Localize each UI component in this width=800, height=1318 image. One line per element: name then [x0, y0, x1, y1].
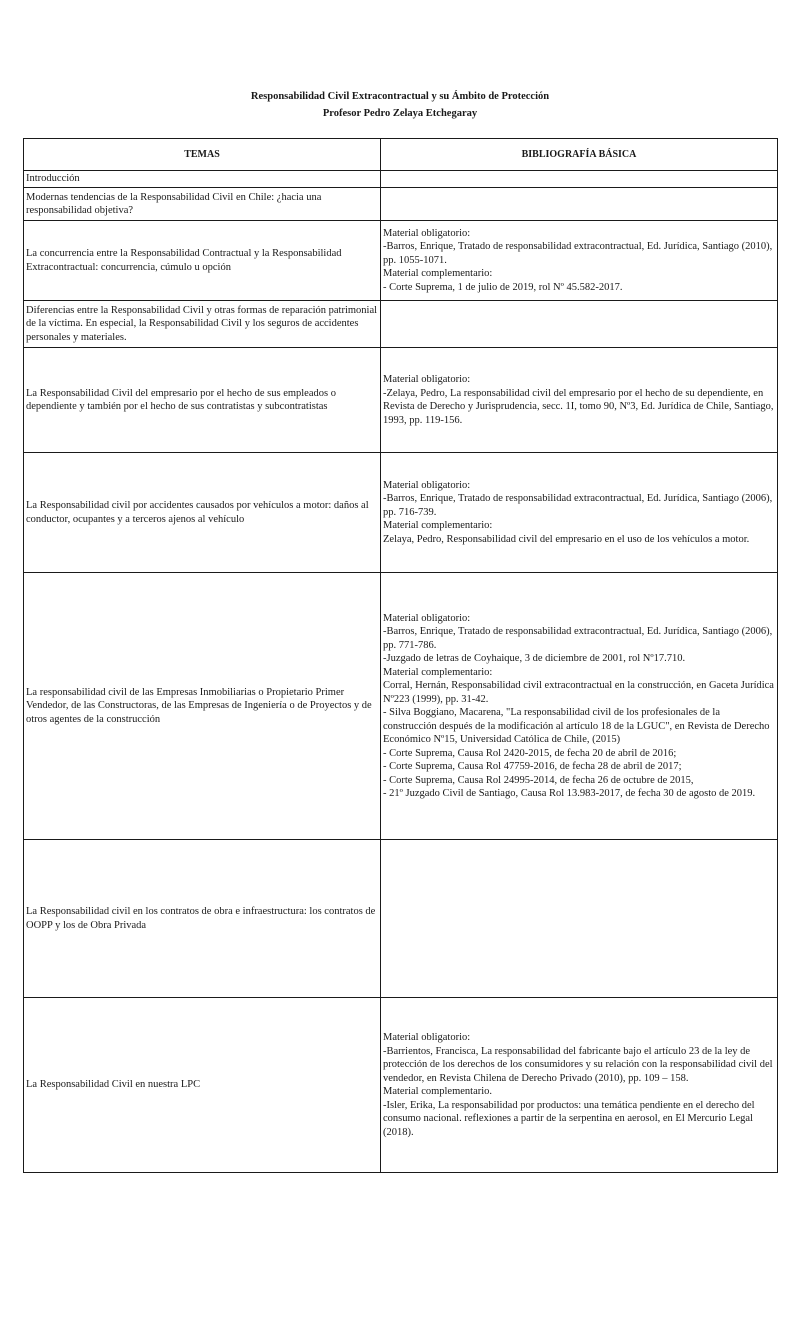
bib-entry: Material complementario. [383, 1086, 493, 1097]
bib-entry: Corral, Hernán, Responsabilidad civil extracontractual en la construcción, en Gaceta Jurídica Nº223 (1999), pp. 31-42. [383, 680, 774, 705]
document-author: Profesor Pedro Zelaya Etchegaray [322, 108, 478, 119]
bib-entry: Zelaya, Pedro, Responsabilidad civil del empresario en el uso de los vehículos a motor. [383, 533, 750, 545]
table-row [24, 840, 778, 998]
bibliografia-cell [381, 188, 778, 221]
bibliografia-cell [381, 221, 778, 301]
document-title: Responsabilidad Civil Extracontractual y su Ámbito de Protección [250, 91, 550, 102]
bib-entry: - Corte Suprema, 1 de julio de 2019, rol Nº 45.582-2017. [383, 281, 623, 293]
tema-cell: Introducción [24, 171, 381, 188]
document-header [0, 88, 800, 122]
bibliografia-cell [381, 171, 778, 188]
table-row [24, 453, 778, 573]
bib-entry: Material obligatorio: [383, 227, 471, 239]
bib-entry: -Barros, Enrique, Tratado de responsabilidad extracontractual, Ed. Jurídica, Santiago (2010), pp. 1055-1071. [383, 241, 773, 266]
bib-entry: Material complementario: [383, 520, 493, 532]
table-row [24, 998, 778, 1173]
tema-cell: La Responsabilidad civil por accidentes causados por vehículos a motor: daños al conductor, ocupantes y a terceros ajenos al vehículo [24, 453, 381, 573]
table-row [24, 188, 778, 221]
bib-entry: - Corte Suprema, Causa Rol 47759-2016, de fecha 28 de abril de 2017; [383, 761, 682, 772]
bib-entry: - Corte Suprema, Causa Rol 2420-2015, de fecha 20 de abril de 2016; [383, 747, 677, 759]
bibliografia-cell [381, 348, 778, 453]
bib-entry: Material complementario: [383, 666, 493, 678]
header-temas: TEMAS [24, 139, 381, 171]
syllabus-table [23, 138, 778, 1173]
table-row [24, 301, 778, 348]
tema-cell: La Responsabilidad Civil del empresario por el hecho de sus empleados o dependiente y también por el hecho de sus contratistas y subcontratistas [24, 348, 381, 453]
bib-entry: Material obligatorio: [383, 1032, 471, 1043]
bib-entry: - 21º Juzgado Civil de Santiago, Causa Rol 13.983-2017, de fecha 30 de agosto de 2019. [383, 788, 756, 799]
bib-entry: -Juzgado de letras de Coyhaique, 3 de diciembre de 2001, rol Nº17.710. [383, 653, 686, 664]
bibliografia-cell [381, 840, 778, 998]
bib-entry: Material complementario: [383, 268, 493, 280]
table-row [24, 221, 778, 301]
bib-entry: Material obligatorio: [383, 479, 471, 491]
header-bibliografia: BIBLIOGRAFÍA BÁSICA [381, 139, 778, 171]
bibliografia-cell [381, 998, 778, 1173]
tema-cell: La Responsabilidad Civil en nuestra LPC [24, 998, 381, 1173]
bib-entry: - Corte Suprema, Causa Rol 24995-2014, de fecha 26 de octubre de 2015, [383, 774, 694, 786]
bib-entry: Material obligatorio: [383, 374, 471, 385]
bib-entry: - Silva Boggiano, Macarena, "La responsabilidad civil de los profesionales de la construcción después de la modificación al artículo 18 de la LGUC", en Revista de Derecho Económico Nº15, Universidad Católica de Chile, (2015) [383, 707, 770, 745]
bib-entry: Material obligatorio: [383, 612, 471, 624]
table-row [24, 573, 778, 840]
tema-cell: La responsabilidad civil de las Empresas Inmobiliarias o Propietario Primer Vendedor, de las Constructoras, de las Empresas de Ingeniería o de Proyectos y de otros agentes de la construcción [24, 573, 381, 840]
bibliografia-cell [381, 453, 778, 573]
tema-cell: Modernas tendencias de la Responsabilidad Civil en Chile: ¿hacia una responsabilidad objetiva? [24, 188, 381, 221]
table-header-row [24, 139, 778, 171]
tema-cell: Diferencias entre la Responsabilidad Civil y otras formas de reparación patrimonial de la víctima. En especial, la Responsabilidad Civil y los seguros de accidentes personales y materiales. [24, 301, 381, 348]
bibliografia-cell [381, 301, 778, 348]
bib-entry: -Isler, Erika, La responsabilidad por productos: una temática pendiente en el derecho del consumo nacional. reflexiones a partir de la serpentina en aerosol, en El Mercurio Legal (2018). [383, 1099, 755, 1138]
table-row [24, 171, 778, 188]
bib-entry: -Barros, Enrique, Tratado de responsabilidad extracontractual, Ed. Jurídica, Santiago (2006), pp. 716-739. [383, 493, 773, 518]
tema-cell: La concurrencia entre la Responsabilidad Contractual y la Responsabilidad Extracontractual: concurrencia, cúmulo u opción [24, 221, 381, 301]
table-row [24, 348, 778, 453]
tema-cell: La Responsabilidad civil en los contratos de obra e infraestructura: los contratos de OOPP y los de Obra Privada [24, 840, 381, 998]
bib-entry: -Barrientos, Francisca, La responsabilidad del fabricante bajo el artículo 23 de la ley de protección de los derechos de los consumidores y su relación con la responsabilidad civil del vendedor, en Revista Chilena de Derecho Privado (2010), pp. 109 – 158. [383, 1045, 773, 1084]
bib-entry: -Barros, Enrique, Tratado de responsabilidad extracontractual, Ed. Jurídica, Santiago (2006), pp. 771-786. [383, 626, 773, 651]
bib-entry: -Zelaya, Pedro, La responsabilidad civil del empresario por el hecho de su dependiente, en Revista de Derecho y Jurisprudencia, secc. 1I, tomo 90, Nº3, Ed. Jurídica de Chile, Santiago, 1993, pp. 119-156. [383, 387, 774, 426]
bibliografia-cell [381, 573, 778, 840]
